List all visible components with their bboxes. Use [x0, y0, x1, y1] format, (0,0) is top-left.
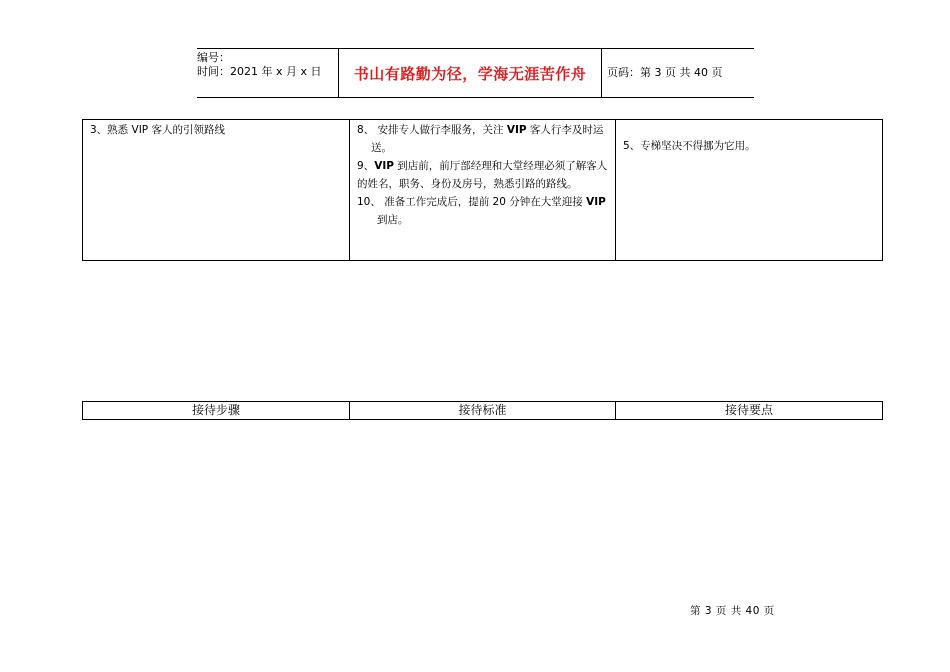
list-item: 10、 准备工作完成后，提前 20 分钟在大堂迎接 VIP 到店。 — [357, 196, 606, 226]
list-item: 8、 安排专人做行李服务，关注 VIP 客人行李及时运送。 — [357, 124, 604, 154]
table-cell-standard — [350, 120, 616, 261]
table-row — [83, 120, 883, 261]
standard-text — [350, 120, 615, 230]
table-cell-point — [616, 120, 883, 261]
header-meta — [197, 49, 339, 97]
header-motto-cell — [339, 49, 602, 97]
header-table — [82, 401, 883, 420]
main-table — [82, 119, 883, 261]
step-text: 3、熟悉 VIP 客人的引领路线 — [90, 124, 225, 136]
page-footer: 第 3 页 共 40 页 — [690, 605, 775, 617]
page-info: 页码：第 3 页 共 40 页 — [607, 66, 723, 79]
column-header-point: 接待要点 — [616, 402, 883, 420]
table-header-row — [83, 402, 883, 420]
column-header-step: 接待步骤 — [83, 402, 350, 420]
motto-text: 书山有路勤为径，学海无涯苦作舟 — [353, 64, 587, 83]
list-item: 9、VIP 到店前，前厅部经理和大堂经理必须了解客人的姓名，职务、身份及房号，熟悉引路的路线。 — [357, 160, 608, 190]
table-cell-step — [83, 120, 350, 261]
page-header — [197, 48, 754, 98]
column-header-standard: 接待标准 — [350, 402, 616, 420]
header-page-cell — [602, 49, 754, 97]
number-label: 编号： — [197, 51, 230, 64]
point-text: 5、专梯坚决不得挪为它用。 — [623, 140, 756, 152]
time-label: 时间：2021 年 x 月 x 日 — [197, 65, 322, 78]
